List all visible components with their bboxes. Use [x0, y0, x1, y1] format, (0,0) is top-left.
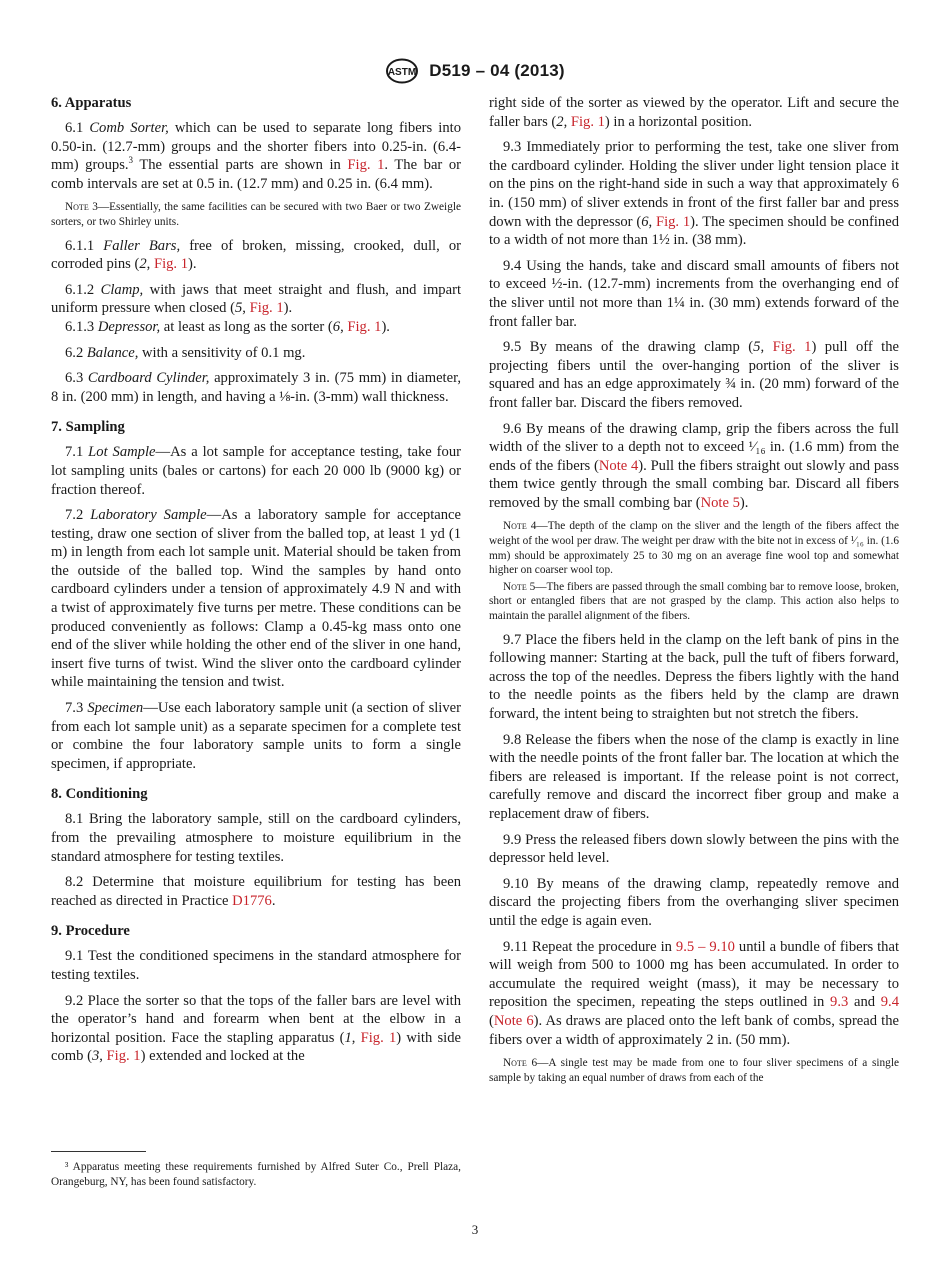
- section-heading: 9. Procedure: [51, 923, 130, 940]
- section-heading: 8. Conditioning: [51, 786, 148, 803]
- paragraph-6-1-3: 6.1.3 Depressor, at least as long as the sorter (6, Fig. 1).: [65, 318, 390, 335]
- page-number: 3: [471, 1222, 479, 1237]
- fig-1-link[interactable]: Fig. 1: [360, 1029, 397, 1046]
- astm-logo-icon: [385, 58, 419, 84]
- paragraph-9-3: 9.3 Immediately prior to performing the test, take one sliver from the cardboard cylinder. Holding the sliver under light tension place it on the pins on the right-hand side in such a way that approximately 6 in. (150 mm) of sliver extends in front of the first faller bar and press down with the depressor (6, Fig. 1). The specimen should be confined to a width of not more than 1½ in. (38 mm).: [489, 139, 899, 249]
- fig-1-link[interactable]: Fig. 1: [249, 300, 284, 317]
- paragraph-6-1-1: 6.1.1 Faller Bars, free of broken, missing, crooked, dull, or corroded pins (2, Fig. 1).: [51, 237, 461, 273]
- footnote-divider: [51, 1151, 146, 1152]
- paragraph-9-5: 9.5 By means of the drawing clamp (5, Fig. 1) pull off the projecting fibers until the over-hanging portion of the sliver is squared and has an edge approximately ¾ in. (20 mm) forward of the front faller bar. Discard the fibers removed.: [489, 339, 900, 411]
- section-9-4-link[interactable]: 9.4: [880, 994, 899, 1011]
- paragraph-9-4: 9.4 Using the hands, take and discard small amounts of fibers not to exceed ½-in. (12.7-mm) increments from the overhanging end of the sliver until not more than 1¼ in. (30 mm) extends forward of the front faller bar.: [489, 257, 899, 330]
- note-6-link[interactable]: Note 6: [493, 1012, 534, 1029]
- paragraph-6-3: 6.3 Cardboard Cylinder, approximately 3 in. (75 mm) in diameter, 8 in. (200 mm) in length, and having a ⅛-in. (3-mm) wall thickness.: [51, 370, 462, 405]
- section-heading: 7. Sampling: [51, 419, 125, 436]
- paragraph-9-10: 9.10 By means of the drawing clamp, repeatedly remove and discard the projecting fibers from the overhanging sliver specimen until the edge is again even.: [489, 875, 899, 929]
- note-4: Note 4—The depth of the clamp on the sliver and the length of the fibers affect the weight of the wool per draw. The weight per draw with the bite not in excess of ¹⁄₁₆ in. (1.6 mm) should be approximately 25 to 30 mg on an average fine wool top and somewhat higher on coarser wool top.: [489, 520, 900, 577]
- paragraph-8-2: 8.2 Determine that moisture equilibrium for testing has been reached as directed in Practice D1776.: [51, 874, 461, 909]
- paragraph-6-1-2: 6.1.2 Clamp, with jaws that meet straight and flush, and impart uniform pressure when closed (5, Fig. 1).: [51, 281, 461, 317]
- fig-1-link[interactable]: Fig. 1: [347, 157, 385, 174]
- section-heading: 6. Apparatus: [51, 95, 132, 111]
- fig-1-link[interactable]: Fig. 1: [772, 339, 812, 356]
- note-6: Note 6—A single test may be made from one to four sliver specimens of a single sample by taking an equal number of draws from each of the: [489, 1057, 899, 1084]
- fig-1-link[interactable]: Fig. 1: [153, 256, 189, 273]
- note-5-link[interactable]: Note 5: [700, 494, 740, 511]
- note-3: Note 3—Essentially, the same facilities can be secured with two Baer or two Zweigle sorters, or two Shirley units.: [51, 201, 461, 228]
- paragraph-9-8: 9.8 Release the fibers when the nose of the clamp is exactly in line with the needle points of the front faller bar. The location at which the fibers are released is important. If the release point is not correct, carefully remove and discard the incorrect fiber group and make a replacement draw of fibers.: [489, 731, 899, 822]
- fig-1-link[interactable]: Fig. 1: [570, 113, 605, 130]
- paragraph-9-6: 9.6 By means of the drawing clamp, grip the fibers across the full width of the sliver to a depth not to exceed ¹⁄₁₆ in. (1.6 mm) from the ends of the fibers (Note 4). Pull the fibers straight out slowly and pass them twice gently through the small combing bar. Discard all fibers removed by the small combing bar (Note 5).: [489, 420, 899, 511]
- left-column: [51, 94, 461, 1073]
- section-9-3-link[interactable]: 9.3: [830, 994, 849, 1011]
- paragraph-9-2: 9.2 Place the sorter so that the tops of the faller bars are level with the operator’s hand and forearm when bent at the elbow in a horizontal position. Face the stapling apparatus (1, Fig. 1) with side comb (3, Fig. 1) extended and locked at the: [51, 992, 461, 1065]
- fig-1-link[interactable]: Fig. 1: [655, 213, 691, 230]
- paragraph-9-7: 9.7 Place the fibers held in the clamp on the left bank of pins in the following manner: Starting at the back, pull the tuft of fibers forward, across the top of the needles. Depress the fibers lightly with the hand to the needle points as the fibers held by the clamp are drawn forward, the intent being to straighten but not stretch the fibers.: [489, 631, 899, 722]
- paragraph-9-1: 9.1 Test the conditioned specimens in the standard atmosphere for testing textiles.: [51, 948, 461, 983]
- paragraph-6-1: 6.1 Comb Sorter, which can be used to separate long fibers into 0.50-in. (12.7-mm) groups and the shorter fibers into 0.25-in. (6.4-mm) groups.$^3$ The essential parts are shown in Fig. 1. The bar or comb intervals are set at 0.5 in. (12.7 mm) and 0.25 in. (6.4 mm).: [51, 120, 462, 192]
- page-header: [0, 58, 950, 84]
- fig-1-link[interactable]: Fig. 1: [106, 1048, 141, 1065]
- paragraph-7-2: 7.2 Laboratory Sample—As a laboratory sample for acceptance testing, draw one section of sliver from the balled top, at least 1 yd (1 m) in length from each lot sample unit. Material should be taken from the outside of the balled top. Wind the samples by hand onto cardboard cylinders under a tension of approximately 4.9 N and with a twist of approximately five turns per metre. These conditions can be produced conveniently as follows: Clamp a 0.45-kg mass onto one end of the sliver while holding the other end of the sliver in one hand, insert five turns of twist. Wind the sliver onto the cardboard cylinder while maintaining the tension and twist.: [51, 507, 462, 691]
- d1776-link[interactable]: D1776: [232, 892, 272, 909]
- note-4-link[interactable]: Note 4: [598, 457, 639, 474]
- paragraph-8-1: 8.1 Bring the laboratory sample, still on the cardboard cylinders, from the prevailing atmosphere to moisture equilibrium in the standard atmosphere for testing textiles.: [51, 811, 461, 865]
- fig-1-link[interactable]: Fig. 1: [347, 318, 382, 335]
- paragraph-9-9: 9.9 Press the released fibers down slowly between the pins with the depressor held level.: [489, 831, 899, 867]
- paragraph-9-2-continued: right side of the sorter as viewed by the operator. Lift and secure the faller bars (2, Fig. 1) in a horizontal position.: [489, 95, 899, 130]
- footnote-3: ³ Apparatus meeting these requirements furnished by Alfred Suter Co., Prell Plaza, Orangeburg, NY, has been found satisfactory.: [51, 1161, 461, 1188]
- document-designation: D519 – 04 (2013): [429, 61, 565, 80]
- svg-text:ASTM: ASTM: [388, 67, 417, 78]
- paragraph-7-3: 7.3 Specimen—Use each laboratory sample unit (a section of sliver from each lot sample unit) as a separate specimen for a complete test or combine the four laboratory sample units to form a single specimen, if appropriate.: [51, 700, 461, 772]
- section-9-5-9-10-link[interactable]: 9.5 – 9.10: [675, 938, 735, 955]
- note-5: Note 5—The fibers are passed through the small combing bar to remove loose, broken, short or entangled fibers that are not grasped by the clamp. This action also helps to maintain the parallel alignment of the fibers.: [489, 580, 899, 623]
- paragraph-7-1: 7.1 Lot Sample—As a lot sample for acceptance testing, take four lot sampling units (bales or cartons) for each 20 000 lb (9000 kg) or fraction thereof.: [51, 444, 461, 498]
- right-column: [489, 94, 899, 1092]
- paragraph-9-11: 9.11 Repeat the procedure in 9.5 – 9.10 until a bundle of fibers that will weigh from 500 to 1000 mg has been accumulated. In order to accumulate the required weight (mass), it may be necessary to reposition the specimen, repeating the steps outlined in 9.3 and 9.4 (Note 6). As draws are placed onto the left bank of combs, spread the fibers over a width of approximately 2 in. (50 mm).: [489, 938, 899, 1048]
- paragraph-6-2: 6.2 Balance, with a sensitivity of 0.1 mg.: [65, 344, 306, 361]
